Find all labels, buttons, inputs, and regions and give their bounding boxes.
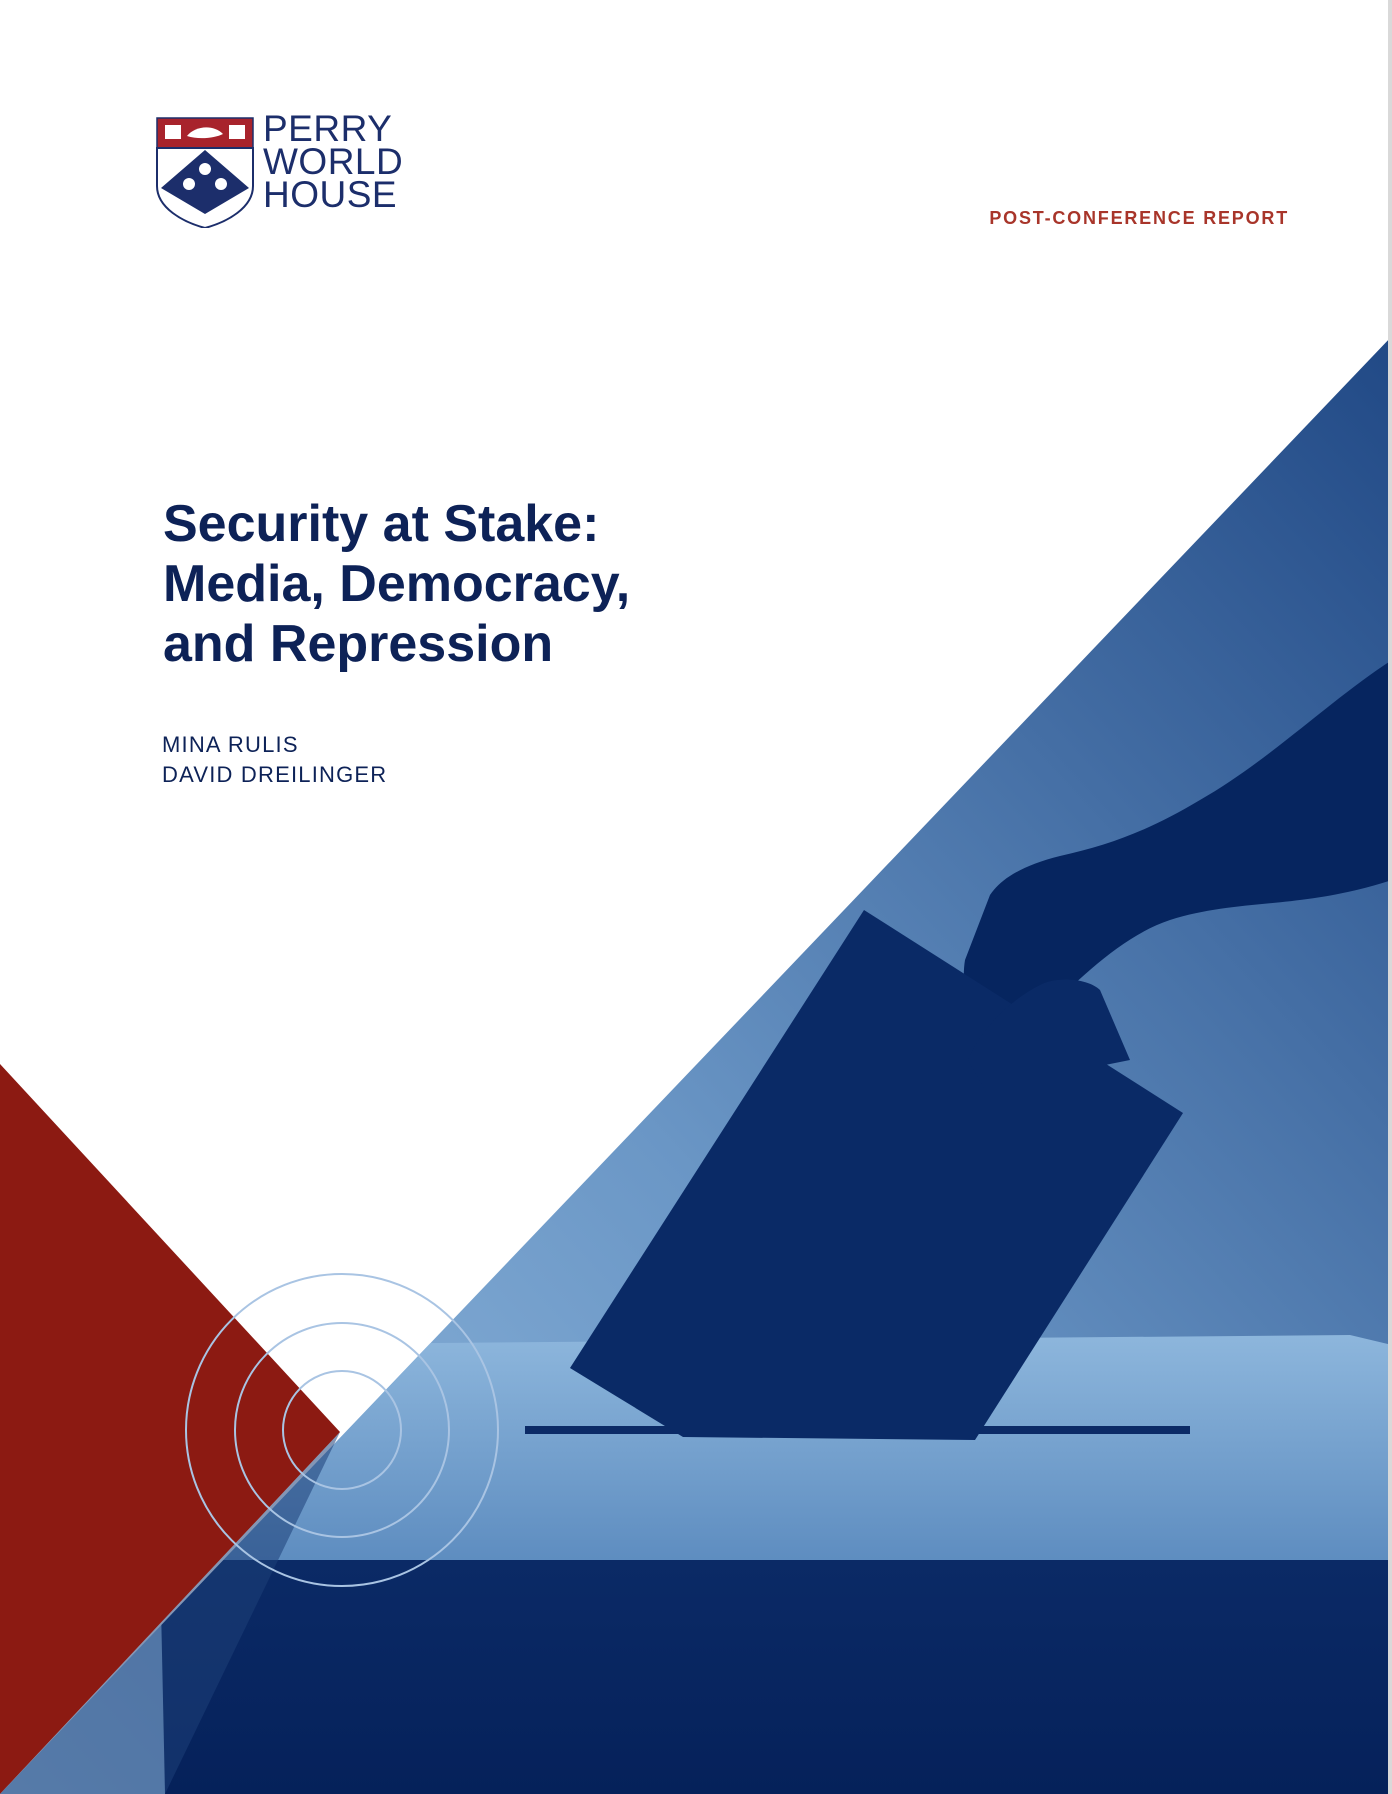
logo-wordmark [263, 108, 404, 215]
author-name: MINA RULIS [162, 732, 299, 757]
logo-line-1: PERRY [263, 108, 393, 149]
logo-line-2: WORLD [263, 141, 404, 182]
author-list [162, 730, 387, 790]
report-title [163, 494, 630, 674]
report-type-label: POST-CONFERENCE REPORT [989, 208, 1289, 228]
title-line-3: and Repression [163, 615, 554, 673]
author-name: DAVID DREILINGER [162, 762, 388, 787]
ballot-box-front [160, 1560, 1392, 1794]
title-line-2: Media, Democracy, [163, 555, 631, 613]
page-edge [1388, 0, 1392, 1794]
logo-line-3: HOUSE [263, 174, 398, 215]
title-line-1: Security at Stake: [163, 495, 600, 553]
